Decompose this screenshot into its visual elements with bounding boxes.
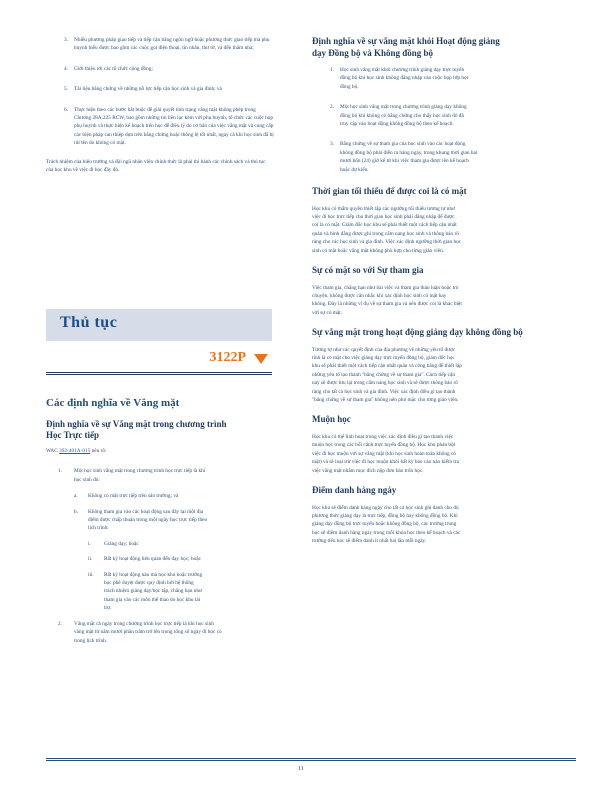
list-item: [312, 66, 577, 91]
async-absence-text: Tương tự như các quyết định của địa phương về những yêu tố được tính là có mặt cho việc giảng dạy trực tuyến đồng bộ, giám đốc học khu sẽ phải thiết một cách tiếp cận nhất quán và công bằng để thiết lập những yêu tố tạo thành "bằng chứng về sự tham gia". Cách tiếp cận này sẽ được lưu lại trong cẩm nang học sinh và sẽ được thông báo rõ ràng cho tất cả học sinh và gia đình. Việc xác định điều gì tạo thành "bằng chứng về sự tham gia" không nên phó mặc cho từng giáo viên.: [312, 346, 462, 404]
item-text: Tài liệu bằng chứng về những nỗ lực tiếp cận học sinh và gia đình; và: [74, 86, 222, 93]
item-text: Không có mặt trực tiếp trên sân trường; và: [88, 493, 179, 500]
daily-attendance-section: [312, 485, 577, 546]
item-text: Một học sinh vắng mặt trong chương trình giảng dạy không đồng bộ khi không có bằng chứng cho thấy học sinh đó đã truy cập vào hoạt động không đồng bộ theo kế hoạch.: [340, 104, 467, 128]
item-text: Vắng mặt cả ngày trong chương trình học trực tiếp là khi học sinh vắng mặt từ năm mươi phần trăm trở lên trong tổng số ngày đi học có trong lịch trình.: [74, 620, 222, 644]
item-text: Bằng chứng về sự tham gia của học sinh vào các hoạt động không đồng bộ phải diễn ra hàng ngày, trong khung thời gian hai mươi bốn (24) giờ kể từ khi việc tham gia được lên kế hoạch hoặc dự kiến.: [340, 141, 478, 173]
item-text: Không tham gia vào các hoạt động sau đây tại một địa điểm được chấp thuận trong một ngày học trực tiếp theo lịch trình:: [88, 508, 208, 532]
sync-async-heading: Định nghĩa về sự vắng mặt khỏi Hoạt động giảng dạy Đồng bộ và Không đồng bộ: [312, 36, 500, 58]
item-number: 4.: [64, 65, 68, 72]
list-item: [60, 508, 274, 533]
item-text: Học sinh vắng mặt khỏi chương trình giảng dạy trực tuyến đồng bộ khi học sinh không đăng nhập vào cuộc họp lớp học đồng bộ.: [340, 67, 470, 90]
item-roman: ii.: [88, 556, 93, 563]
sync-async-section: [312, 36, 577, 174]
item-letter: a.: [74, 493, 78, 500]
item-number: 3.: [64, 37, 68, 43]
item-number: 2.: [58, 620, 62, 627]
roman-list: [60, 540, 274, 613]
definitions-list: [46, 467, 274, 645]
item-text: Một học sinh vắng mặt trong chương trình học trực tiếp là khi học sinh đó:: [74, 468, 206, 483]
lettered-list: [46, 492, 274, 612]
list-item: [46, 36, 274, 53]
daily-attendance-text: Học khu sẽ điểm danh hàng ngày cho tất cả học sinh ghi danh cho dù phương thức giảng dạy là trực tiếp, đồng bộ hay không đồng bộ. Khi giảng dạy đồng bộ trực tuyến hoặc không đồng bộ, các trường trung học sẽ điểm danh hàng ngày trong mỗi khóa học theo kế hoạch và các trường tiểu học sẽ điểm danh ít nhất hai lần mỗi ngày.: [312, 504, 461, 545]
item-letter: b.: [74, 508, 78, 515]
list-item: [312, 103, 577, 128]
list-item: [88, 571, 274, 613]
item-text: Nhiều phương pháp giao tiếp và tiếp cận bằng ngôn ngữ hoặc phương thức giao tiếp mà phụ huynh hiểu được bao gồm các cuộc gọi điện thoại, tin nhắn, thư từ, và đến thăm nhà;: [74, 37, 270, 52]
item-roman: i.: [88, 540, 91, 547]
list-item: [60, 492, 274, 500]
left-column-top: [46, 36, 274, 182]
procedure-title: Thủ tục: [60, 314, 118, 331]
definitions-section: [46, 397, 274, 653]
definitions-heading: Các định nghĩa về Vắng mặt: [46, 397, 180, 409]
closing-paragraph: Trách nhiệm của hiệu trưởng và đội ngũ nhân viên chính thức là phải thi hành các chính sách và thủ tục của học khu về việc đi học đầy đủ.: [46, 158, 266, 174]
policy-code-row: [46, 350, 272, 370]
item-roman: iii.: [88, 571, 94, 578]
policy-code: 3122P: [209, 350, 246, 365]
item-text: Thực hiện theo các bước bắt buộc để giải quyết tình trạng vắng mặt không phép trong Chương 28A.225 RCW, bao gồm những tin liên lạc kèm với phụ huynh, tổ chức các cuộc họp phụ huynh và thực hiện kế hoạch trên học để điều lý do cơ bản của việc vắng mặt và cung cấp các biện pháp can thiệp dựa trên bằng chứng hoặc thông lệ tốt nhất, ngay cả khi học sinh đã bị rút tên do không có mặt.: [74, 106, 274, 147]
divider-top: [46, 372, 272, 373]
tardy-heading: Muộn học: [312, 414, 351, 425]
footer-rule-bottom: [46, 760, 576, 761]
list-item: [88, 540, 274, 548]
triangle-down-icon: [254, 354, 268, 364]
list-item: [46, 106, 274, 148]
divider-bottom: [46, 374, 272, 375]
item-text: Giảng dạy; hoặc: [104, 540, 139, 547]
item-text: Giới thiệu tới các tổ chức cộng đồng;: [74, 65, 153, 72]
item-text: Bất kỳ hoạt động nào mà học khu hoặc trường học phê duyệt được quy định bởi hệ thống trách nhiệm giảng dạy/học tập, chẳng hạn như tham gia vào các môn thể thao do học khu tài trợ.: [104, 571, 203, 612]
wac-suffix: nêu rõ:: [91, 448, 107, 454]
right-column: [312, 36, 577, 556]
list-item: [46, 65, 274, 73]
minimum-time-text: Học khu có thẩm quyền thiết lập các ngưỡng tối thiểu tương tự như việc đi học trực tiếp cho thời gian học sinh phải đăng nhập để được coi là có mặt. Giám đốc học khu sẽ phải thiết một cách tiếp cận nhất quán và bình đẳng được ghi trong cẩm nang học sinh và thông báo rõ ràng cho các học sinh và gia đình. Việc xác định ngưỡng thời gian học sinh có mặt hoặc vắng mặt không phù hợp cho từng giáo viên.: [312, 205, 462, 254]
daily-attendance-heading: Điểm danh hàng ngày: [312, 485, 397, 495]
list-item: [46, 620, 274, 645]
item-number: 6.: [64, 106, 68, 113]
wac-link[interactable]: 392-401A-015: [59, 448, 91, 454]
item-number: 1.: [330, 67, 334, 73]
presence-heading: Sự có mặt so với Sự tham gia: [312, 265, 424, 275]
list-item: [312, 140, 577, 174]
item-number: 2.: [330, 104, 334, 111]
presence-text: Việc tham gia, chẳng hạn như bài việc và tham gia thảo luận hoặc trò chuyện, không được căn nhắc khi xác định học sinh có mặt hay không. Đây là những ví dụ về sự tham gia và nên được coi là khác biệt với sự có mặt.: [312, 284, 462, 316]
list-item: [46, 467, 274, 484]
footer-rule-top: [46, 758, 576, 759]
minimum-time-heading: Thời gian tối thiểu để được coi là có mặt: [312, 186, 467, 197]
item-number: 1.: [58, 468, 62, 475]
async-absence-heading: Sự vắng mặt trong hoạt động giảng dạy không đồng bộ: [312, 327, 523, 338]
list-item: [88, 555, 274, 563]
in-person-heading: Định nghĩa về sự Vắng mặt trong chương trình Học Trực tiếp: [46, 419, 227, 440]
item-number: 5.: [64, 86, 68, 93]
wac-prefix: WAC: [46, 448, 58, 454]
tardy-text: Học khu có thể linh hoạt trong việc xác định điều gì tạo thành việc muộn học trong các bối cảnh trực tuyến đồng bộ. Học khu phản bội việc đi học muộn với sự vắng mặt (khi học sinh hoàn toàn không có mặt) và sẽ loại trừ việc đi học muộn khỏi bất kỳ báo cáo nào kiểm tra việc vắng mặt nhằm mục đích nộp đơn báo trốn học.: [312, 433, 460, 474]
tardy-section: [312, 414, 577, 475]
presence-section: [312, 265, 577, 317]
minimum-time-section: [312, 186, 577, 255]
sync-async-list: [312, 66, 577, 174]
item-number: 3.: [330, 141, 334, 148]
page-number: 11: [298, 766, 304, 772]
wac-reference: [46, 447, 274, 455]
item-text: Bất kỳ hoạt động liên quan đến dạy học; hoặc: [104, 556, 201, 563]
list-item: [46, 85, 274, 93]
async-absence-section: [312, 327, 577, 404]
procedure-banner: [46, 309, 272, 341]
